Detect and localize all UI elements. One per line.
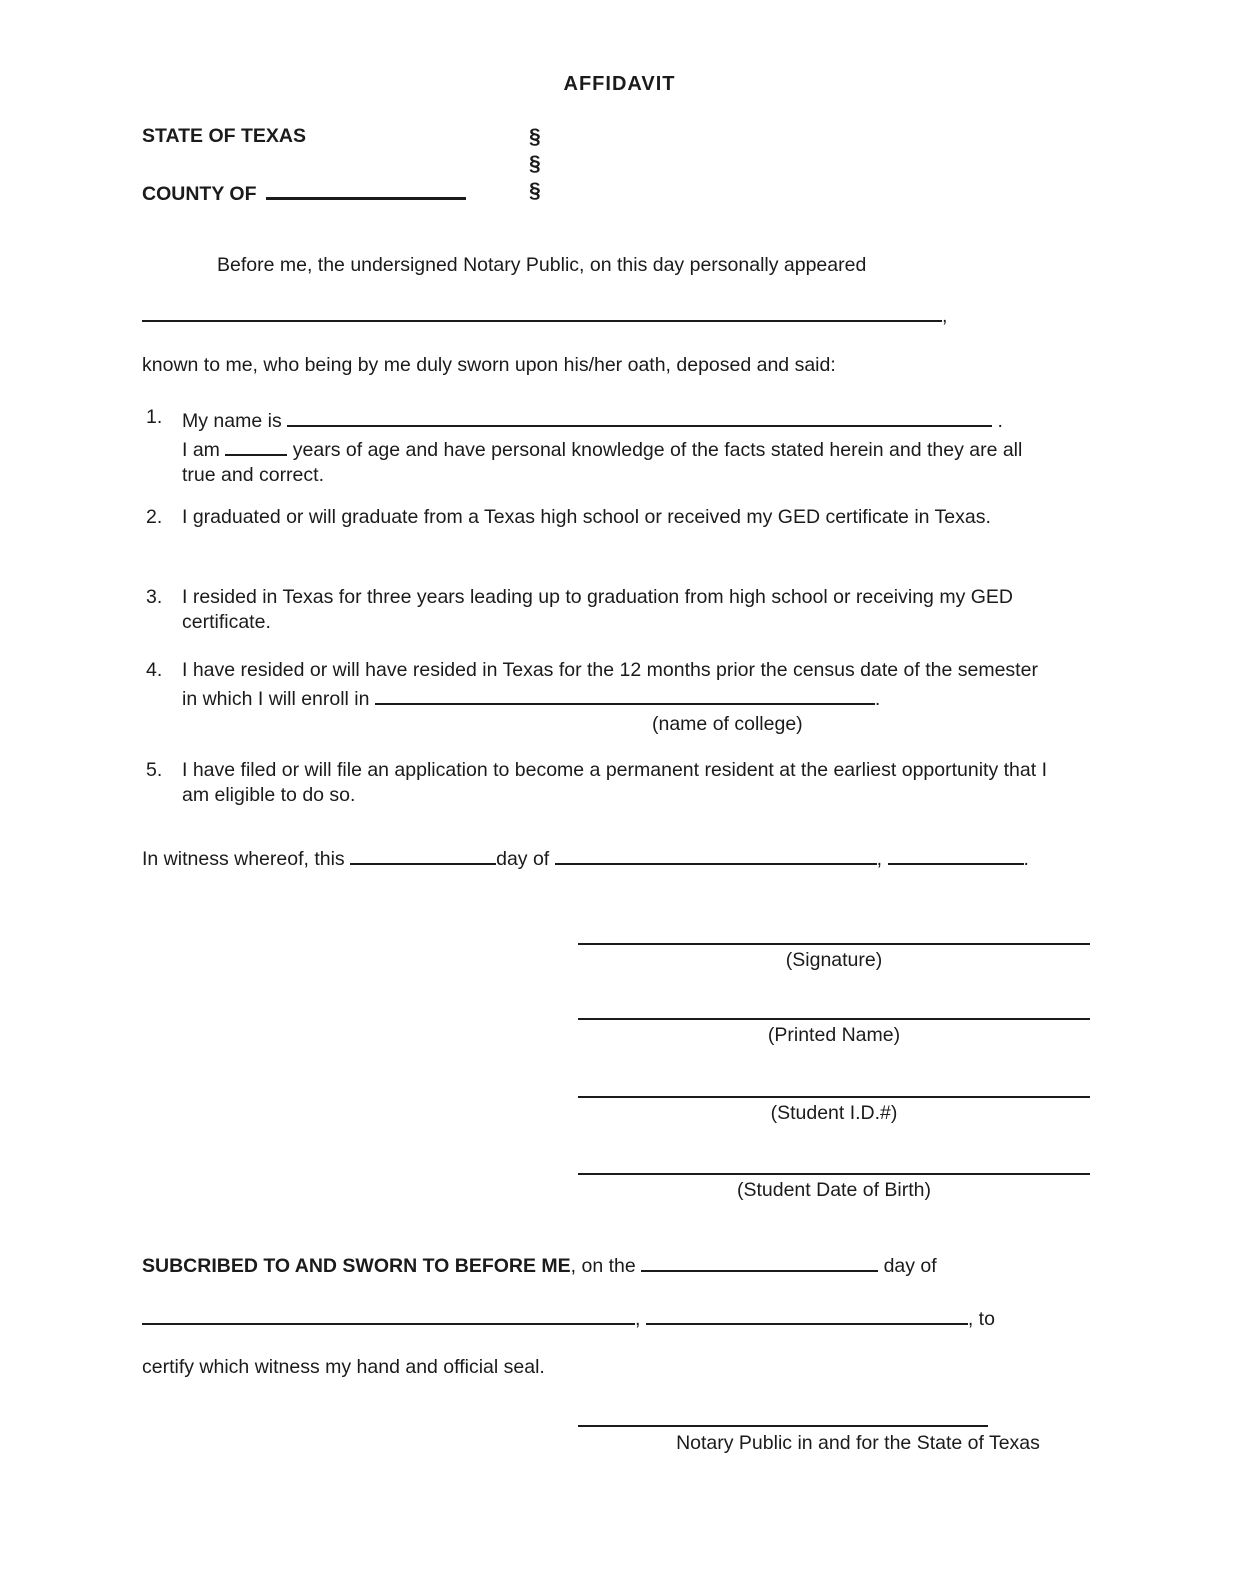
item-1-text (182, 405, 1052, 488)
county-name-blank[interactable] (266, 177, 466, 200)
college-caption: (name of college) (652, 713, 803, 735)
student-id-blank[interactable] (578, 1096, 1090, 1098)
notary-month-year-row (142, 1303, 995, 1332)
witness-row (142, 843, 1029, 872)
notary-day-blank[interactable] (641, 1250, 878, 1272)
name-after-text: . (997, 410, 1003, 432)
notary-public-label: Notary Public in and for the State of Texas (676, 1432, 1040, 1454)
county-of-label: COUNTY OF (142, 183, 257, 205)
witness-day-of-text: day of (496, 848, 550, 870)
item-5 (142, 758, 1052, 808)
item-1 (142, 405, 1052, 488)
county-row (142, 177, 662, 204)
student-dob-label: (Student Date of Birth) (736, 1179, 931, 1201)
document-title: AFFIDAVIT (563, 73, 676, 95)
item-4-after-text: . (874, 688, 881, 710)
affiant-name-row (142, 300, 947, 329)
student-id-label: (Student I.D.#) (770, 1102, 898, 1124)
section-symbol: § (529, 152, 541, 175)
on-the-text: , on the (570, 1255, 636, 1277)
witness-day-blank[interactable] (350, 843, 496, 865)
notary-signature-blank[interactable] (578, 1425, 988, 1427)
item-3-number: 3. (146, 586, 163, 608)
certify-line: certify which witness my hand and official seal. (142, 1356, 545, 1378)
signature-label: (Signature) (785, 949, 883, 971)
printed-name-blank[interactable] (578, 1018, 1090, 1020)
student-dob-row (578, 1173, 1090, 1203)
intro-appeared-line: Before me, the undersigned Notary Public, on this day personally appeared (217, 254, 867, 276)
college-name-blank[interactable] (375, 683, 875, 705)
item-2 (142, 505, 1052, 530)
subscribed-bold-text: SUBCRIBED TO AND SWORN TO BEFORE ME (142, 1255, 571, 1277)
age-after-text: years of age and have personal knowledge of the facts stated herein and they are all true and correct. (182, 439, 1023, 486)
witness-year-blank[interactable] (888, 843, 1024, 865)
item-3 (142, 585, 1052, 635)
item-4-text (182, 658, 1052, 737)
witness-period-text: . (1023, 848, 1029, 870)
section-symbol: § (529, 125, 541, 148)
item-2-number: 2. (146, 506, 163, 528)
notary-year-blank[interactable] (646, 1303, 968, 1325)
item-5-text: I have filed or will file an application to become a permanent resident at the earliest opportunity that I am eligible to do so. (182, 759, 1047, 806)
affiant-name-blank[interactable] (142, 300, 942, 322)
witness-lead-text: In witness whereof, this (142, 848, 345, 870)
state-row (142, 123, 662, 150)
signature-row (578, 943, 1090, 973)
notary-month-blank[interactable] (142, 1303, 635, 1325)
state-of-texas-label: STATE OF TEXAS (142, 125, 306, 147)
notary-to-text: , to (967, 1308, 995, 1330)
item-4 (142, 658, 1052, 737)
witness-comma-text: , (876, 848, 883, 870)
item-1-number: 1. (146, 406, 163, 428)
item-5-number: 5. (146, 759, 163, 781)
intro-known-line: known to me, who being by me duly sworn upon his/her oath, deposed and said: (142, 354, 836, 376)
name-before-text: My name is (182, 410, 282, 432)
item-3-text: I resided in Texas for three years leading up to graduation from high school or receiving my GED certificate. (182, 586, 1013, 633)
comma-text: , (942, 305, 948, 327)
venue-block (142, 123, 662, 204)
notary-day-of-text: day of (883, 1255, 937, 1277)
witness-month-blank[interactable] (555, 843, 877, 865)
signature-blank[interactable] (578, 943, 1090, 945)
item-4-number: 4. (146, 659, 163, 681)
section-symbol-row (142, 150, 662, 177)
item-2-text: I graduated or will graduate from a Texas high school or received my GED certificate in Texas. (182, 506, 991, 528)
item-1-age-line (182, 434, 1052, 488)
item-4-before-text: I have resided or will have resided in Texas for the 12 months prior the census date of the semester in which I will enroll in (182, 659, 1038, 710)
student-id-row (578, 1096, 1090, 1126)
item-1-name-line (182, 405, 1052, 434)
notary-comma-text: , (635, 1308, 641, 1330)
subscribed-row (142, 1250, 937, 1279)
age-blank[interactable] (225, 434, 287, 456)
my-name-blank[interactable] (287, 405, 992, 427)
section-symbol: § (529, 179, 541, 202)
age-before-text: I am (182, 439, 220, 461)
printed-name-label: (Printed Name) (767, 1024, 901, 1046)
student-dob-blank[interactable] (578, 1173, 1090, 1175)
printed-name-row (578, 1018, 1090, 1048)
